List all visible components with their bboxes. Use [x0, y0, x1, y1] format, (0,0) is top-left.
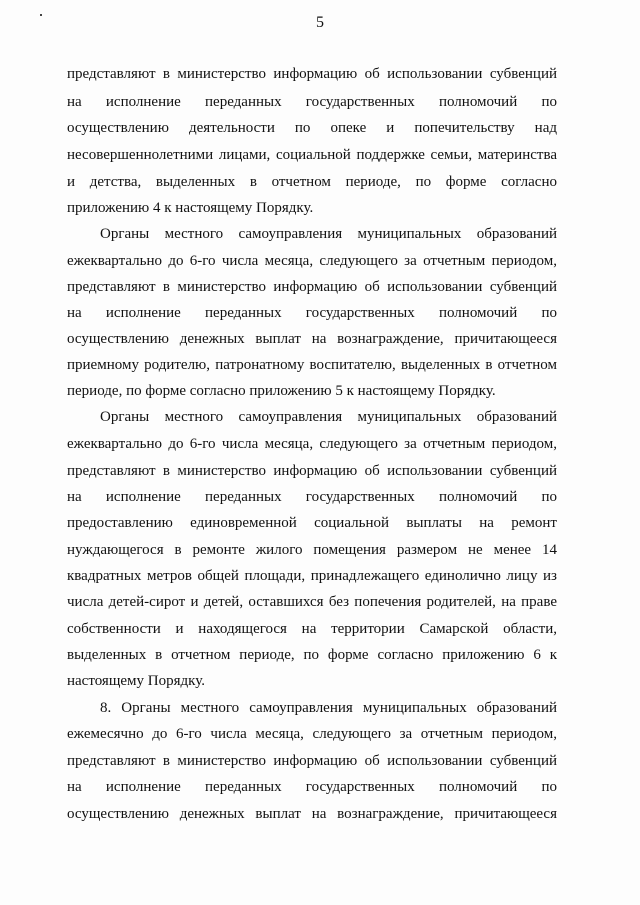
text-line: 8. Органы местного самоуправления муниципальных образований — [100, 700, 557, 716]
text-line: приемному родителю, патронатному воспитателю, выделенных в отчетном — [67, 357, 557, 373]
text-line: на исполнение переданных государственных полномочий по — [67, 305, 557, 321]
text-line: и детства, выделенных в отчетном периоде, по форме согласно — [67, 174, 557, 190]
text-line: на исполнение переданных государственных полномочий по — [67, 94, 557, 110]
text-line: на исполнение переданных государственных полномочий по — [67, 779, 557, 795]
text-line: представляют в министерство информацию об использовании субвенций — [67, 279, 557, 295]
text-line: нуждающегося в ремонте жилого помещения размером не менее 14 — [67, 542, 557, 558]
text-line: несовершеннолетними лицами, социальной поддержке семьи, материнства — [67, 147, 557, 163]
text-line: осуществлению денежных выплат на вознаграждение, причитающееся — [67, 806, 557, 822]
text-line: на исполнение переданных государственных полномочий по — [67, 489, 557, 505]
page-number: 5 — [316, 14, 324, 31]
text-line: настоящему Порядку. — [67, 673, 205, 689]
text-line: представляют в министерство информацию об использовании субвенций — [67, 463, 557, 479]
text-line: Органы местного самоуправления муниципальных образований — [100, 226, 557, 242]
text-line: представляют в министерство информацию об использовании субвенций — [67, 753, 557, 769]
text-line: осуществлению деятельности по опеке и попечительству над — [67, 120, 557, 136]
text-line: ежемесячно до 6-го числа месяца, следующего за отчетным периодом, — [67, 726, 557, 742]
text-line: осуществлению денежных выплат на вознаграждение, причитающееся — [67, 331, 557, 347]
text-line: приложению 4 к настоящему Порядку. — [67, 200, 314, 216]
text-line: представляют в министерство информацию об использовании субвенций — [67, 66, 557, 82]
text-line: квадратных метров общей площади, принадлежащего единолично лицу из — [67, 568, 557, 584]
text-line: числа детей-сирот и детей, оставшихся без попечения родителей, на праве — [67, 594, 557, 610]
text-line: Органы местного самоуправления муниципальных образований — [100, 409, 557, 425]
text-line: периоде, по форме согласно приложению 5 к настоящему Порядку. — [67, 383, 496, 399]
text-line: предоставлению единовременной социальной выплаты на ремонт — [67, 515, 557, 531]
text-line: ежеквартально до 6-го числа месяца, следующего за отчетным периодом, — [67, 436, 557, 452]
text-line: выделенных в отчетном периоде, по форме согласно приложению 6 к — [67, 647, 557, 663]
text-line: ежеквартально до 6-го числа месяца, следующего за отчетным периодом, — [67, 253, 557, 269]
text-line: собственности и находящегося на территории Самарской области, — [67, 621, 557, 637]
